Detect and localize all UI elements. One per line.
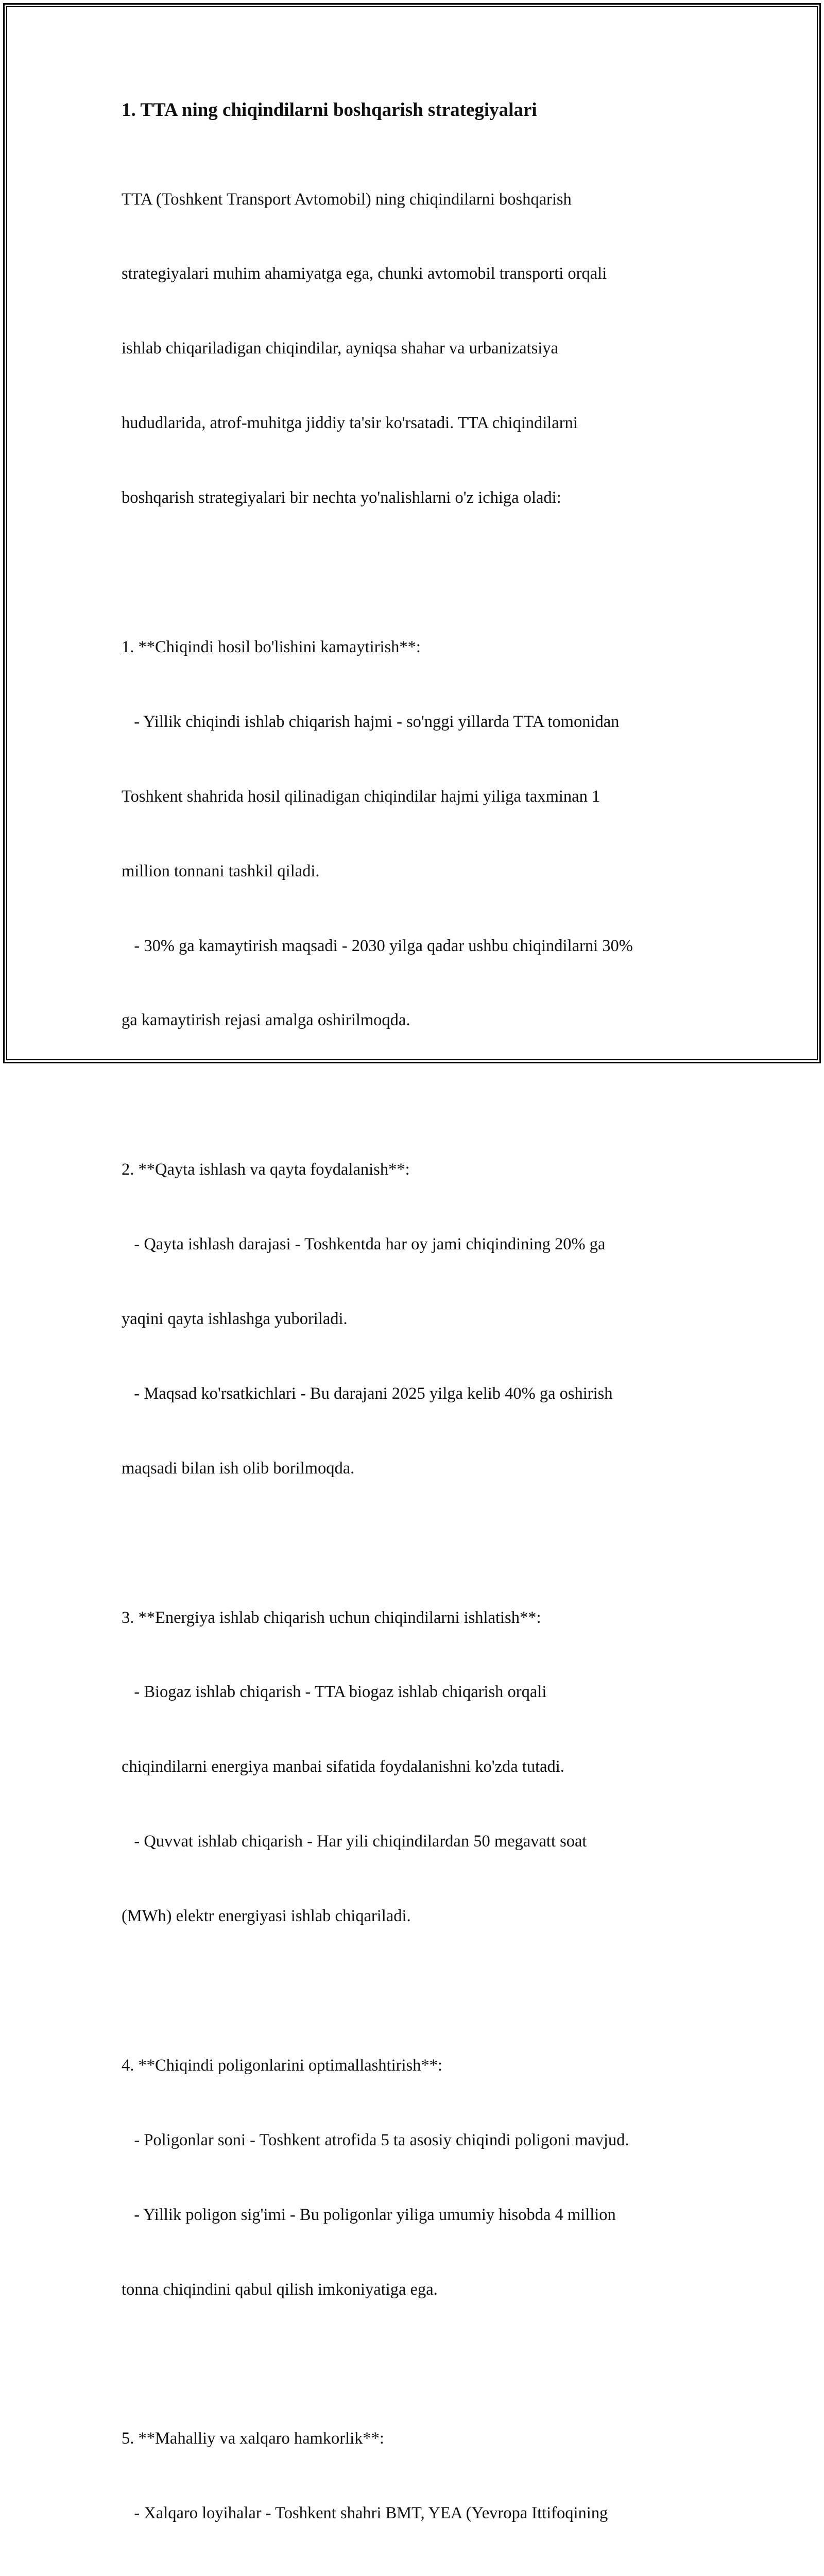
text-line: tonna chiqindini qabul qilish imkoniyatiga ega. <box>122 2280 438 2299</box>
document-body <box>122 137 709 2576</box>
text-line: - Maqsad ko'rsatkichlari - Bu darajani 2025 yilga kelib 40% ga oshirish <box>122 1384 613 1403</box>
text-line: hududlarida, atrof-muhitga jiddiy ta'sir ko'rsatadi. TTA chiqindilarni <box>122 414 578 433</box>
document-page <box>122 96 709 2576</box>
text-line: boshqarish strategiyalari bir nechta yo'nalishlarni o'z ichiga oladi: <box>122 488 561 507</box>
text-line: TTA (Toshkent Transport Avtomobil) ning chiqindilarni boshqarish <box>122 190 572 209</box>
text-line: strategiyalari muhim ahamiyatga ega, chunki avtomobil transporti orqali <box>122 264 607 283</box>
text-line: (MWh) elektr energiyasi ishlab chiqariladi. <box>122 1907 411 1926</box>
text-line: million tonnani tashkil qiladi. <box>122 861 320 880</box>
text-line: ishlab chiqariladigan chiqindilar, ayniqsa shahar va urbanizatsiya <box>122 339 558 358</box>
text-line: Toshkent shahrida hosil qilinadigan chiqindilar hajmi yiliga taxminan 1 <box>122 787 600 806</box>
text-line: 3. **Energiya ishlab chiqarish uchun chiqindilarni ishlatish**: <box>122 1608 541 1627</box>
text-line: 2. **Qayta ishlash va qayta foydalanish**: <box>122 1160 410 1179</box>
text-line: - 30% ga kamaytirish maqsadi - 2030 yilga qadar ushbu chiqindilarni 30% <box>122 936 633 955</box>
text-line: yaqini qayta ishlashga yuboriladi. <box>122 1309 348 1328</box>
text-line: - Yillik poligon sig'imi - Bu poligonlar yiliga umumiy hisobda 4 million <box>122 2205 616 2224</box>
text-line: ga kamaytirish rejasi amalga oshirilmoqda. <box>122 1011 410 1030</box>
text-line: 5. **Mahalliy va xalqaro hamkorlik**: <box>122 2429 384 2448</box>
blank-line <box>122 1082 709 1107</box>
blank-line <box>122 1531 709 1555</box>
text-line: - Poligonlar soni - Toshkent atrofida 5 ta asosiy chiqindi poligoni mavjud. <box>122 2130 629 2149</box>
text-line: maqsadi bilan ish olib borilmoqda. <box>122 1459 355 1478</box>
text-line: 4. **Chiqindi poligonlarini optimallashtirish**: <box>122 2056 442 2075</box>
text-line: - Xalqaro loyihalar - Toshkent shahri BMT, YEA (Yevropa Ittifoqining <box>122 2504 608 2523</box>
text-line: - Qayta ishlash darajasi - Toshkentda har oy jami chiqindining 20% ga <box>122 1235 606 1254</box>
section-heading: 1. TTA ning chiqindilarni boshqarish strategiyalari <box>122 99 537 121</box>
blank-line <box>122 1978 709 2003</box>
text-line: - Quvvat ishlab chiqarish - Har yili chiqindilardan 50 megavatt soat <box>122 1832 587 1851</box>
text-line: - Biogaz ishlab chiqarish - TTA biogaz ishlab chiqarish orqali <box>122 1683 547 1702</box>
text-line: chiqindilarni energiya manbai sifatida foydalanishni ko'zda tutadi. <box>122 1757 564 1776</box>
blank-line <box>122 560 709 585</box>
blank-line <box>122 2351 709 2376</box>
text-line: - Yillik chiqindi ishlab chiqarish hajmi - so'nggi yillarda TTA tomonidan <box>122 712 620 731</box>
text-line: 1. **Chiqindi hosil bo'lishini kamaytirish**: <box>122 637 421 656</box>
